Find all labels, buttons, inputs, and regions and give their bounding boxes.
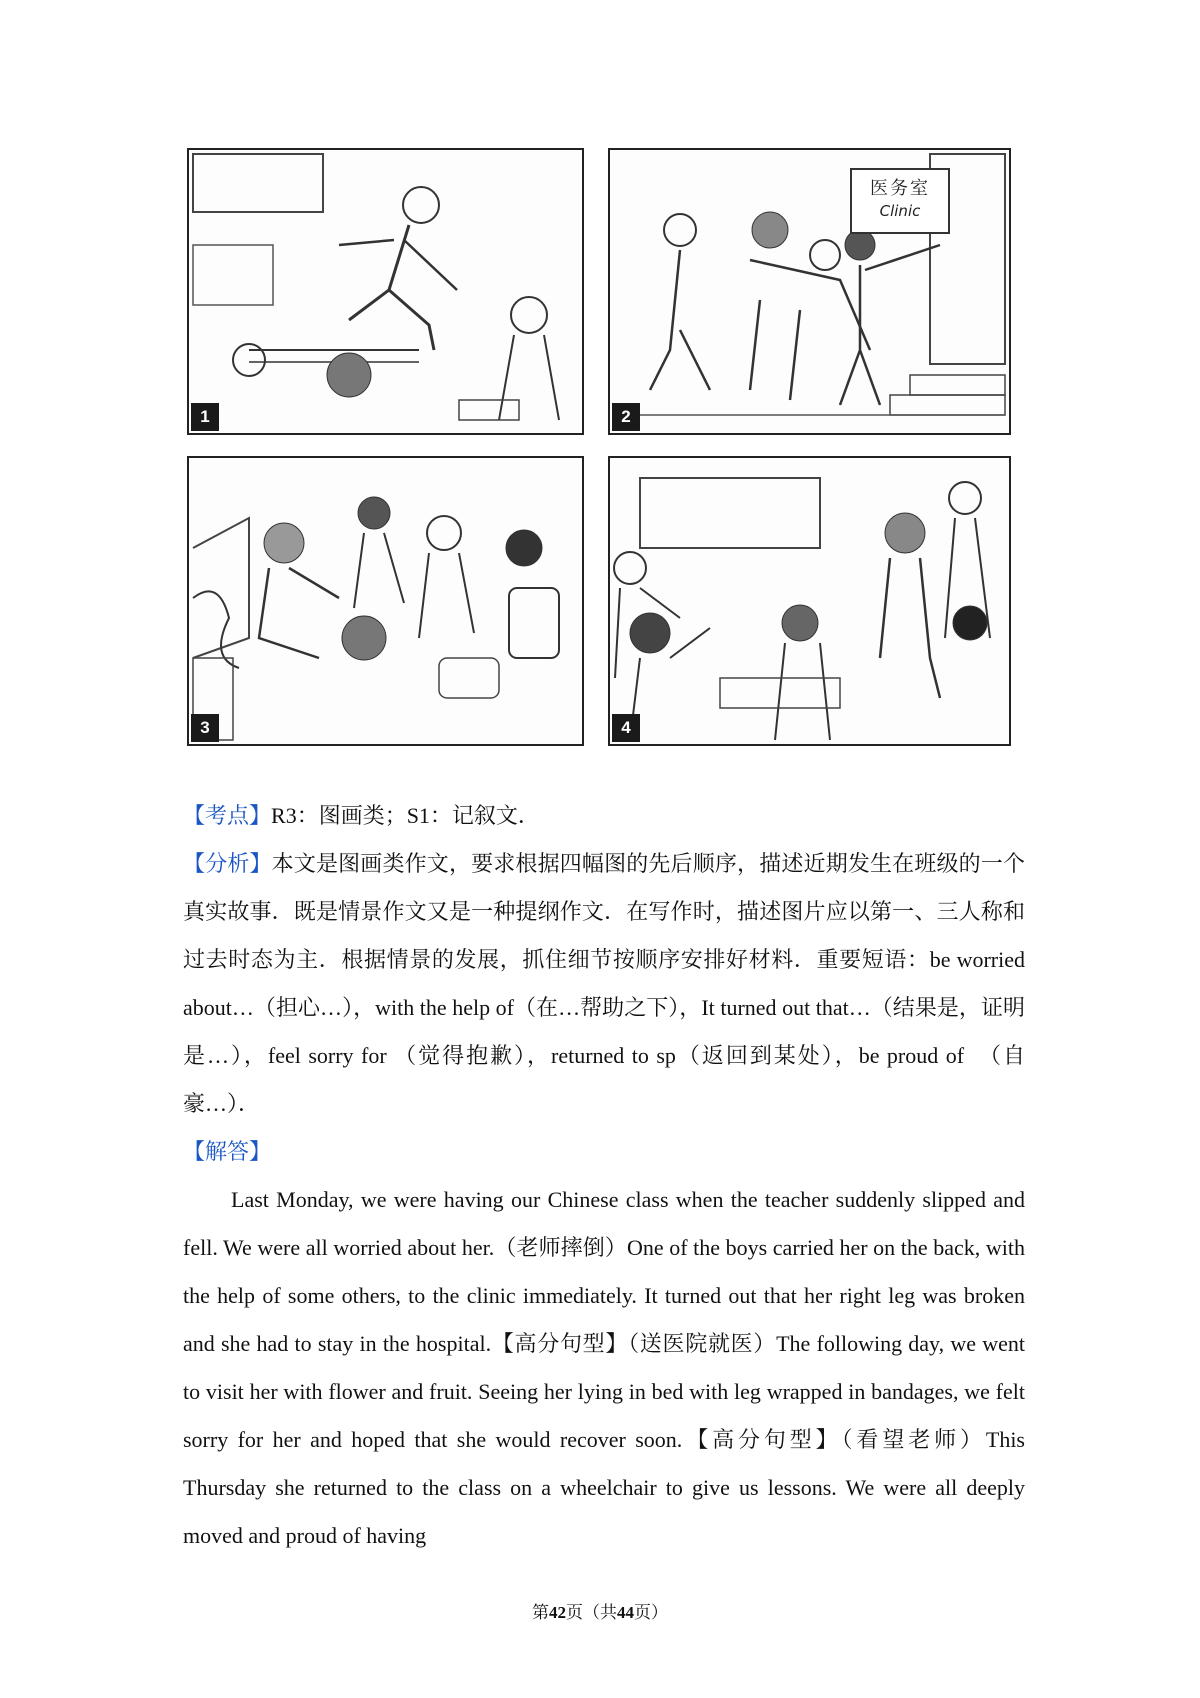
answer-analysis [183, 792, 1025, 1560]
fenxi-text: 本文是图画类作文，要求根据四幅图的先后顺序，描述近期发生在班级的一个真实故事．既是情景作文又是一种提纲作文．在写作时，描述图片应以第一、三人称和过去时态为主．根据情景的发展，抓住细节按顺序安排好材料．重要短语：be worried about…（担心…），with the help of（在…帮助之下），It turned out that…（结果是，证明是…），feel sorry for （觉得抱歉），returned to sp（返回到某处），be proud of （自豪…）． [183, 851, 1025, 1116]
illustration-panel-4 [608, 456, 1011, 746]
essay-part-2: （送医院就医）The following day, we went to visit her with flower and fruit. Seeing her lying in bed with leg wrapped in bandages, we felt sorry for her and hoped that she would recover soon. [183, 1331, 1025, 1452]
illustration-panel-3 [187, 456, 584, 746]
high-score-mark-1: 【高分句型】 [491, 1331, 629, 1356]
jieda-heading [183, 1128, 1025, 1176]
illustration-panel-2 [608, 148, 1011, 435]
clinic-sign-english: Clinic [879, 202, 921, 220]
panel-number-4: 4 [612, 714, 640, 742]
essay-part-3: （看望老师）This Thursday she returned to the class on a wheelchair to give us lessons. We were all deeply moved and proud of having [183, 1427, 1025, 1548]
panel-1-drawing [189, 150, 582, 433]
fenxi-tag: 【分析】 [183, 851, 272, 876]
high-score-mark-2: 【高分句型】 [682, 1427, 842, 1452]
clinic-sign-chinese: 医务室 [870, 178, 930, 199]
panel-3-drawing [189, 458, 582, 744]
footer-suffix: 页） [634, 1603, 668, 1622]
clinic-sign [850, 168, 950, 234]
essay-part-1: Last Monday, we were having our Chinese class when the teacher suddenly slipped and fell. We were all worried about her.（老师摔倒）One of the boys carried her on the back, with the help of some others, to the clinic immediately. It turned out that her right leg was broken and she had to stay in the hospital. [183, 1187, 1025, 1356]
footer-middle: 页（共 [566, 1603, 617, 1622]
panel-4-drawing [610, 458, 1009, 744]
panel-number-1: 1 [191, 403, 219, 431]
panel-number-3: 3 [191, 714, 219, 742]
illustration-panel-1 [187, 148, 584, 435]
footer-page-number: 42 [549, 1603, 566, 1622]
kaodian-text: R3：图画类；S1：记叙文． [271, 803, 540, 828]
footer-total-pages: 44 [617, 1603, 634, 1622]
panel-number-2: 2 [612, 403, 640, 431]
kaodian-tag: 【考点】 [183, 803, 272, 828]
footer-prefix: 第 [532, 1603, 549, 1622]
page-footer [0, 1598, 1200, 1623]
kaodian-paragraph [183, 792, 1025, 840]
jieda-tag: 【解答】 [183, 1139, 272, 1164]
fenxi-paragraph [183, 840, 1025, 1128]
model-essay [183, 1176, 1025, 1560]
